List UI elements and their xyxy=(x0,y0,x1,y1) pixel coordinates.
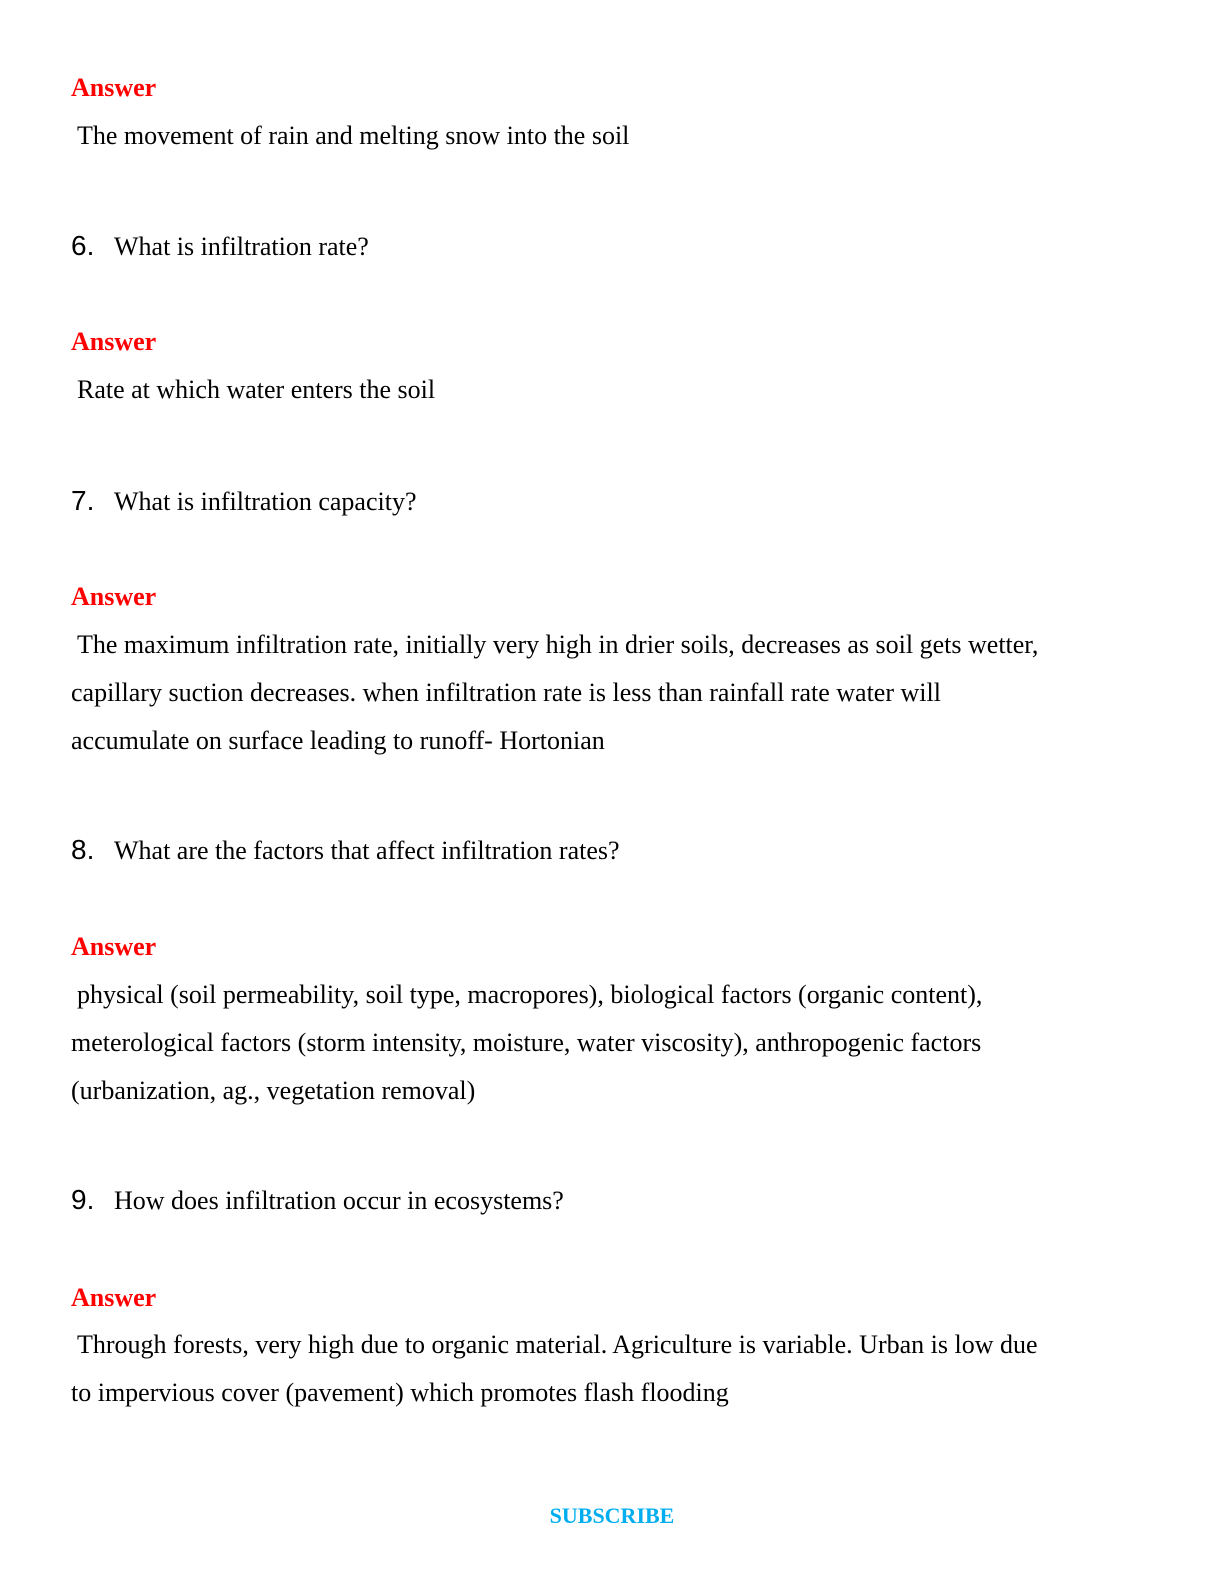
answer-line: meterological factors (storm intensity, moisture, water viscosity), anthropogenic factors xyxy=(71,1028,982,1057)
answer-label: Answer xyxy=(71,327,157,356)
subscribe-link[interactable]: SUBSCRIBE xyxy=(549,1503,675,1528)
answer-9-text xyxy=(71,1321,1038,1417)
question-text: What are the factors that affect infiltration rates? xyxy=(114,836,620,865)
question-7 xyxy=(71,485,417,518)
question-number: 7. xyxy=(71,485,95,516)
question-text: What is infiltration capacity? xyxy=(114,487,417,516)
answer-5-text xyxy=(71,112,629,160)
question-9 xyxy=(71,1184,564,1217)
question-number: 8. xyxy=(71,834,95,865)
answer-8-text xyxy=(71,971,982,1115)
question-text: What is infiltration rate? xyxy=(114,232,369,261)
answer-line: (urbanization, ag., vegetation removal) xyxy=(71,1076,476,1105)
answer-label: Answer xyxy=(71,73,157,102)
answer-line: physical (soil permeability, soil type, macropores), biological factors (organic content), xyxy=(77,980,983,1009)
answer-line: Through forests, very high due to organic material. Agriculture is variable. Urban is low due xyxy=(77,1330,1038,1359)
answer-label: Answer xyxy=(71,582,157,611)
answer-label: Answer xyxy=(71,932,157,961)
answer-line: The movement of rain and melting snow into the soil xyxy=(77,121,630,150)
answer-line: accumulate on surface leading to runoff- Hortonian xyxy=(71,726,605,755)
question-8 xyxy=(71,834,620,867)
answer-line: to impervious cover (pavement) which promotes flash flooding xyxy=(71,1378,729,1407)
answer-line: capillary suction decreases. when infiltration rate is less than rainfall rate water will xyxy=(71,678,941,707)
answer-label: Answer xyxy=(71,1283,157,1312)
question-number: 9. xyxy=(71,1184,95,1215)
question-6 xyxy=(71,230,369,263)
answer-line: Rate at which water enters the soil xyxy=(77,375,436,404)
answer-7-text xyxy=(71,621,1038,765)
question-number: 6. xyxy=(71,230,95,261)
question-text: How does infiltration occur in ecosystems? xyxy=(114,1186,564,1215)
answer-6-text xyxy=(71,366,435,414)
answer-line: The maximum infiltration rate, initially very high in drier soils, decreases as soil gets wetter, xyxy=(77,630,1039,659)
